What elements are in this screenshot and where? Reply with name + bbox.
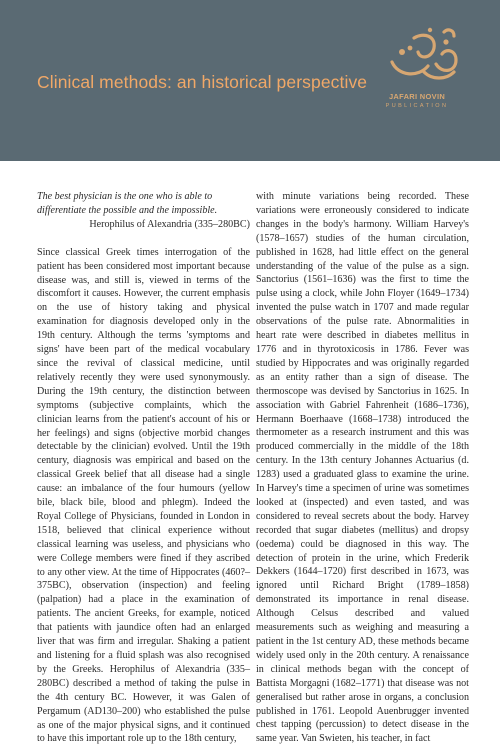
publisher-logo (362, 22, 472, 112)
chapter-title: Clinical methods: an historical perspective (37, 72, 368, 92)
epigraph-attribution: Herophilus of Alexandria (335–280BC) (89, 218, 250, 230)
left-text-column (37, 190, 250, 746)
publisher-subtitle: PUBLICATION (385, 103, 449, 109)
body-paragraph: Since classical Greek times interrogation of the patient has been considered most important because disease was, and still is, viewed in terms of the discomfort it causes. However, the current emphasis on the use of history taking and physical examination for diagnosis developed only in the 19th century. Although the terms 'symptoms and signs' have been part of the medical vocabulary since the revival of classical medicine, until relatively recently they were used synonymously. During the 19th century, the distinction between symptoms (subjective complaints, which the clinician learns from the patient's account of his or her feelings) and signs (objective morbid changes detectable by the clinician) evolved. Until the 19th century, diagnosis was empirical and based on the classical Greek belief that all disease had a single cause: an imbalance of the four humours (yellow bile, black bile, blood and phlegm). Indeed the Royal College of Physicians, founded in London in 1518, believed that clinical experience without classical learning was useless, and physicians who were College members were fined if they ascribed to any other view. At the time of Hippocrates (460?–375BC), observation (inspection) and feeling (palpation) had a place in the examination of patients. The ancient Greeks, for example, noticed that patients with jaundice often had an enlarged liver that was firm and irregular. Shaking a patient and listening for a fluid splash was also recognised by the Greeks. Herophilus of Alexandria (335–280BC) described a method of taking the pulse in the 4th century BC. However, it was Galen of Pergamum (AD130–200) who established the pulse as one of the major physical signs, and it continued to have this important role up to the 18th century, (37, 246, 250, 745)
epigraph-quote: The best physician is the one who is able to differentiate the possible and the impossible. (37, 191, 218, 216)
calligraphy-logo-icon (384, 22, 462, 86)
page-header (0, 0, 500, 161)
publisher-name: JAFARI NOVIN (388, 92, 446, 101)
right-text-column (256, 190, 469, 746)
body-paragraph-continued: with minute variations being recorded. These variations were erroneously considered to indicate changes in the body's harmony. William Harvey's (1578–1657) studies of the human circulation, published in 1628, had little effect on the general understanding of the value of the pulse as a sign. Sanctorius (1561–1636) was the first to time the pulse using a clock, while John Floyer (1649–1734) invented the pulse watch in 1707 and made regular observations of the pulse rate. Abnormalities in heart rate were described in diabetes mellitus in 1776 and in thyrotoxicosis in 1786. Fever was studied by Hippocrates and was originally regarded as an entity rather than a sign of disease. The thermoscope was devised by Sanctorius in 1625. In association with Gabriel Fahrenheit (1686–1736), Hermann Boerhaave (1668–1738) introduced the thermometer as a research instrument and this was produced commercially in the middle of the 18th century. In the 13th century Johannes Actuarius (d. 1283) used a graduated glass to examine the urine. In Harvey's time a specimen of urine was sometimes looked at (inspected) and even tasted, and was considered to reveal secrets about the body. Harvey recorded that sugar diabetes (mellitus) and dropsy (oedema) could be diagnosed in this way. The detection of protein in the urine, which Frederik Dekkers (1644–1720) first described in 1673, was ignored until Richard Bright (1789–1858) demonstrated its importance in renal disease. Although Celsus described and valued measurements such as weighing and measuring a patient in the 1st century AD, these methods became widely used only in the 20th century. A renaissance in clinical methods began with the concept of Battista Morgagni (1682–1771) that disease was not generalised but rather arose in organs, a conclusion published in 1761. Leopold Auenbrugger invented chest tapping (percussion) to detect disease in the same year. Van Swieten, his teacher, in fact (256, 191, 469, 745)
